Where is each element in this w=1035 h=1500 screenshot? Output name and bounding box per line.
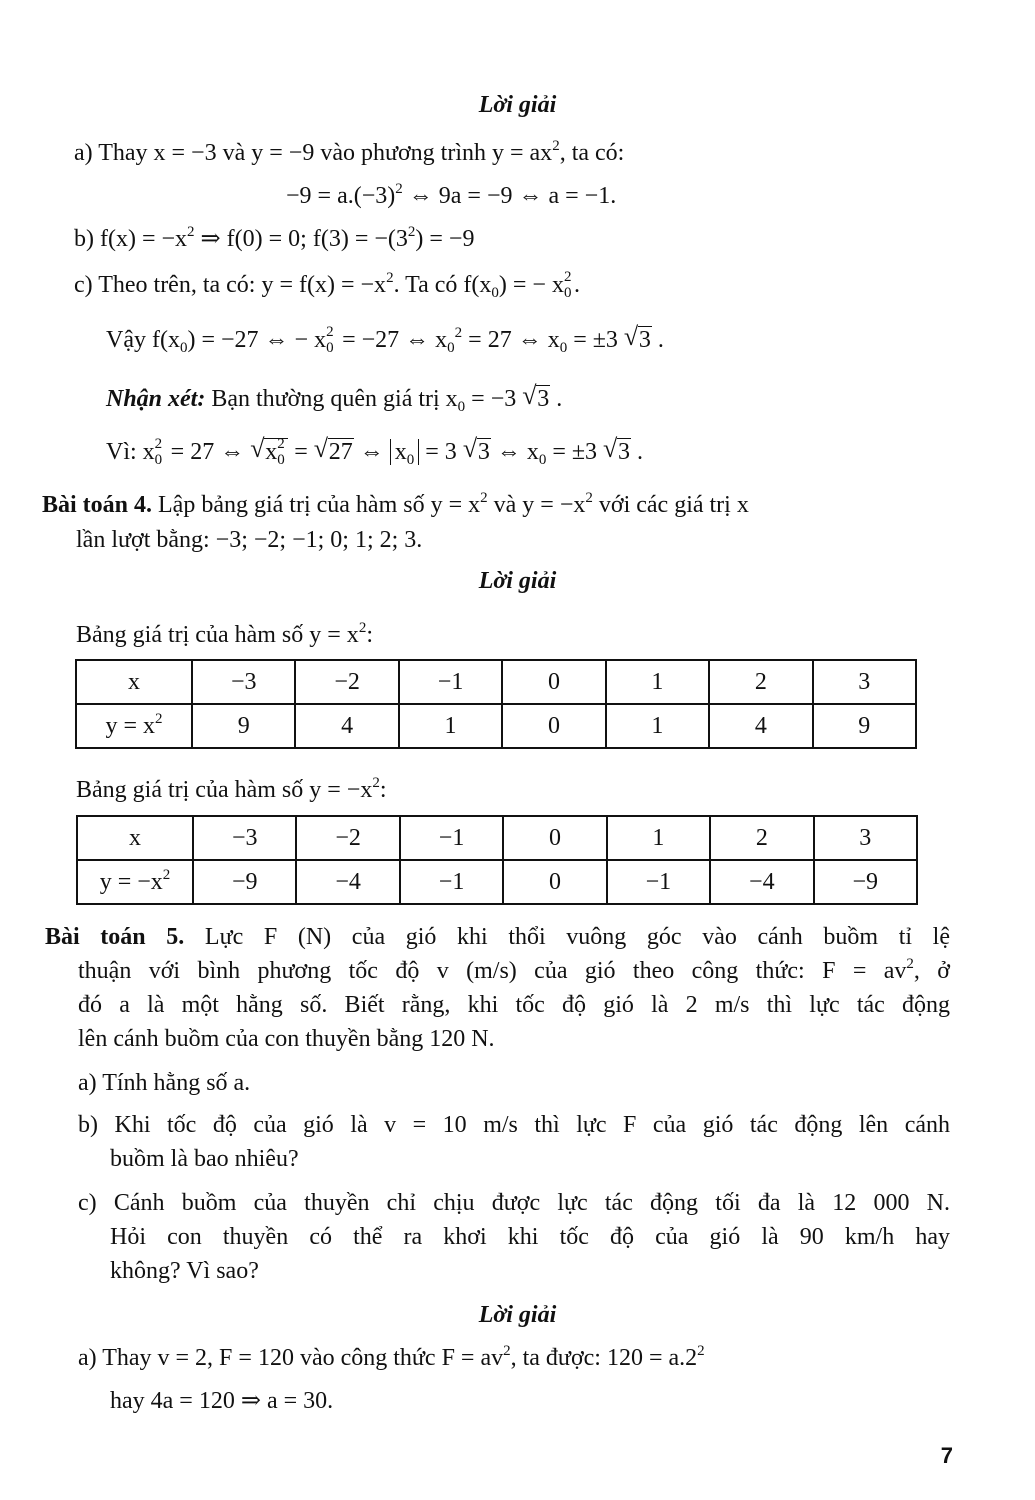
bai5-line3: đó a là một hằng số. Biết rằng, khi tốc độ gió là 2 m/s thì lực tác động — [78, 992, 950, 1018]
value-table-1 — [75, 659, 917, 749]
bai4-line1: Bài toán 4. Lập bảng giá trị của hàm số $y = x^2$ và $y = -x^2$ với các giá trị x — [42, 490, 749, 518]
solution-heading-3: Lời giải — [478, 1302, 557, 1328]
table-cell: x — [77, 816, 193, 860]
table-cell: 9 — [813, 704, 916, 748]
table-cell: 0 — [503, 860, 606, 904]
value-table-2 — [76, 815, 918, 905]
bai5-c1: c) Cánh buồm của thuyền chỉ chịu được lực tác động tối đa là 12 000 N. — [78, 1190, 950, 1216]
table-cell: −2 — [295, 660, 398, 704]
table-cell: 9 — [192, 704, 295, 748]
table-row-label: $y = -x^2$ — [77, 860, 193, 904]
bai5-line2: thuận với bình phương tốc độ v (m/s) của gió theo công thức: $F = av^2$, ở — [78, 956, 950, 984]
bai5-c2: Hỏi con thuyền có thể ra khơi khi tốc độ của gió là 90 km/h hay — [110, 1224, 950, 1250]
table-cell: −9 — [814, 860, 917, 904]
bai5-b2: buồm là bao nhiêu? — [110, 1146, 299, 1172]
table-cell: −1 — [400, 860, 503, 904]
sol3-a-line1: a) Thay x = −3 và y = −9 vào phương trình $y = ax^2$, ta có: — [74, 138, 625, 166]
sol3-c-line: c) Theo trên, ta có: $y = f(x) = -x^2$. Ta có $f(x_0)$ = − x 2 0 . — [74, 269, 580, 301]
page-number: 7 — [940, 1443, 953, 1468]
table-cell: −1 — [607, 860, 710, 904]
table-row — [76, 660, 916, 704]
table-row — [77, 816, 917, 860]
bai5-c3: không? Vì sao? — [110, 1258, 259, 1284]
solution-heading-1: Lời giải — [478, 92, 557, 118]
table-row — [76, 704, 916, 748]
sol3-vay-line: Vậy $f(x_0) = -27$ ⇔ − x 2 0 = −27 ⇔ $x_0^2 = 27$ ⇔ $x_0 = \pm 3$ √ 3 . — [106, 322, 664, 356]
bai5-b1: b) Khi tốc độ của gió là v = 10 m/s thì lực F của gió tác động lên cánh — [78, 1112, 950, 1138]
table2-caption: Bảng giá trị của hàm số $y = -x^2$: — [76, 775, 387, 803]
table-cell: −3 — [193, 816, 296, 860]
table-cell: x — [76, 660, 192, 704]
table-cell: 1 — [606, 704, 709, 748]
table1-caption: Bảng giá trị của hàm số $y = x^2$: — [76, 620, 373, 648]
bai5-line1: Bài toán 5. Lực F (N) của gió khi thổi vuông góc vào cánh buồm tỉ lệ — [45, 924, 950, 950]
bai5-sol-a1: a) Thay v = 2, F = 120 vào công thức $F = av^2$, ta được: $120 = a.2^2$ — [78, 1343, 705, 1371]
bai5-line4: lên cánh buồm của con thuyền bằng 120 N. — [78, 1026, 495, 1052]
table-cell: −1 — [400, 816, 503, 860]
table-cell: 3 — [814, 816, 917, 860]
table-cell: −2 — [296, 816, 399, 860]
table-cell: 0 — [503, 816, 606, 860]
table-cell: 1 — [607, 816, 710, 860]
table-cell: −1 — [399, 660, 502, 704]
bai5-sol-a2: hay 4a = 120 ⇒ a = 30. — [110, 1388, 334, 1414]
table-cell: 0 — [502, 704, 605, 748]
table-cell: 4 — [709, 704, 812, 748]
table-cell: 1 — [606, 660, 709, 704]
bai5-a: a) Tính hằng số a. — [78, 1070, 251, 1096]
table-cell: −9 — [193, 860, 296, 904]
sol3-b-line: b) $f(x) = -x^2$ ⇒ f(0) = 0; $f(3) = -(3^2) = -9$ — [74, 224, 475, 252]
table-cell: 2 — [710, 816, 813, 860]
sol3-nhanxet-line: Nhận xét: Bạn thường quên giá trị $x_0 = -3$ √ 3 . — [106, 381, 563, 415]
table-row — [77, 860, 917, 904]
sol3-vi-line: Vì: x 2 0 = 27 ⇔ √ x 2 0 = √ 27 ⇔ $x_0 = 3$ √ 3 ⇔ $x_0 = \pm 3$ √ 3 . — [106, 434, 644, 468]
table-cell: 3 — [813, 660, 916, 704]
table-cell: −4 — [710, 860, 813, 904]
table-cell: −3 — [192, 660, 295, 704]
table-cell: 0 — [502, 660, 605, 704]
solution-heading-2: Lời giải — [478, 568, 557, 594]
table-row-label: $y = x^2$ — [76, 704, 192, 748]
bai4-line2: lần lượt bằng: −3; −2; −1; 0; 1; 2; 3. — [76, 527, 423, 553]
table-cell: −4 — [296, 860, 399, 904]
table-cell: 4 — [295, 704, 398, 748]
table-cell: 2 — [709, 660, 812, 704]
sol3-a-line2: $-9 = a.(-3)^2$ ⇔ 9a = −9 ⇔ a = −1. — [286, 181, 617, 209]
table-cell: 1 — [399, 704, 502, 748]
